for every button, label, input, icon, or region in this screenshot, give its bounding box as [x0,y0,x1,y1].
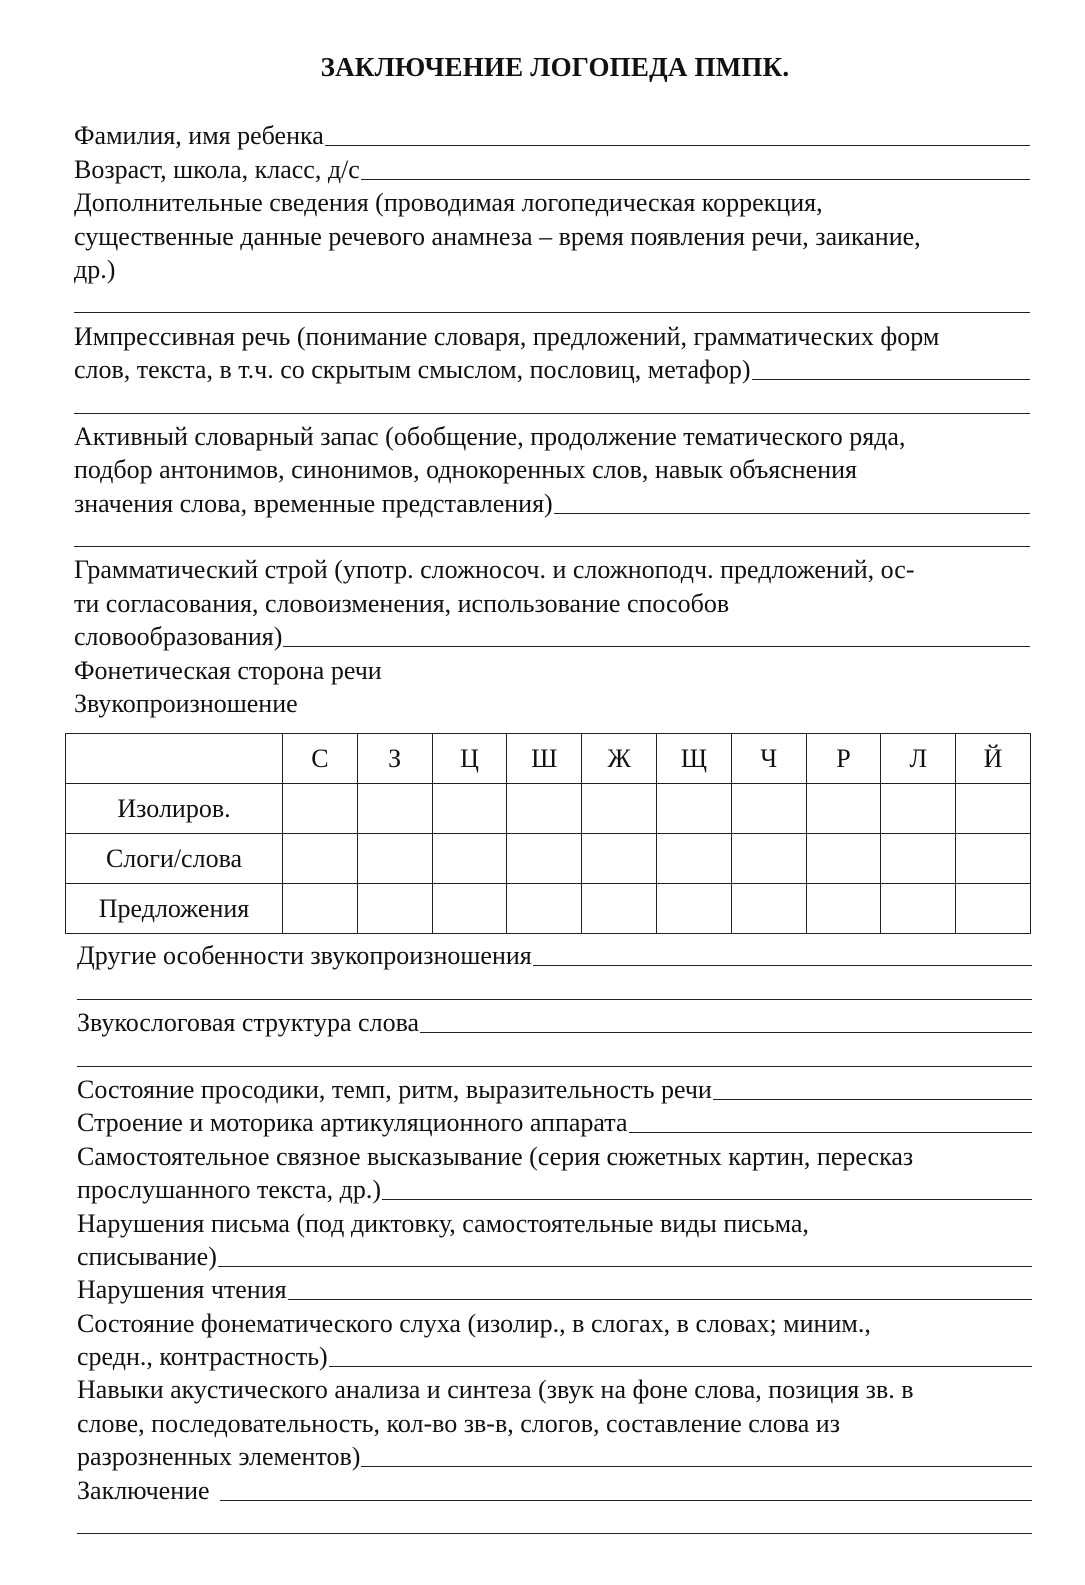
other-pronunciation-label: Другие особенности звукопроизношения [77,941,532,971]
vocab-label-3: значения слова, временные представления) [74,488,553,518]
table-row [66,784,1031,834]
grammar-field[interactable] [283,646,1030,647]
column-header: Й [956,734,1031,784]
prosody-label: Состояние просодики, темп, ритм, выразительность речи [77,1074,712,1104]
table-cell[interactable] [806,884,881,934]
table-cell[interactable] [881,784,956,834]
prosody-row [77,1072,1032,1105]
table-cell[interactable] [881,834,956,884]
table-cell[interactable] [956,884,1031,934]
table-cell[interactable] [357,834,432,884]
table-cell[interactable] [357,884,432,934]
page-title: ЗАКЛЮЧЕНИЕ ЛОГОПЕДА ПМПК. [320,52,790,82]
table-cell[interactable] [432,834,507,884]
vocab-label-1: Активный словарный запас (обобщение, продолжение тематического ряда, [74,421,906,451]
syllable-structure-field-2[interactable] [77,1038,1032,1071]
table-cell[interactable] [731,884,806,934]
other-pronunciation-field[interactable] [533,965,1032,966]
acoustic-label-2: слове, последовательность, кол-во зв-в, слогов, составление слова из [77,1408,840,1438]
other-pronunciation-field-2[interactable] [77,971,1032,1004]
column-header: С [283,734,358,784]
table-cell[interactable] [432,784,507,834]
table-cell[interactable] [806,834,881,884]
row-header: Слоги/слова [66,834,283,884]
table-cell[interactable] [582,784,657,834]
age-field[interactable] [361,179,1030,180]
phonetic-label: Фонетическая сторона речи [74,655,382,685]
acoustic-field[interactable] [361,1466,1032,1467]
phonemic-label-1: Состояние фонематического слуха (изолир., в слогах, в словах; миним., [77,1308,871,1338]
phonemic-row [77,1339,1032,1372]
vocab-row [74,485,1030,518]
grammar-label-2: ти согласования, словоизменения, использование способов [74,588,730,618]
coherent-label-1: Самостоятельное связное высказывание (серия сюжетных картин, пересказ [77,1141,914,1171]
grammar-label-1: Грамматический строй (употр. сложносоч. и сложноподч. предложений, ос- [74,555,915,585]
prosody-field[interactable] [713,1099,1032,1100]
table-cell[interactable] [656,884,731,934]
reading-label: Нарушения чтения [77,1275,287,1305]
table-cell[interactable] [656,784,731,834]
table-cell[interactable] [806,784,881,834]
name-row [74,118,1030,151]
vocab-label-2: подбор антонимов, синонимов, однокоренных слов, навык объяснения [74,455,858,485]
coherent-label-2: прослушанного текста, др.) [77,1175,382,1205]
table-cell[interactable] [881,884,956,934]
table-cell[interactable] [582,834,657,884]
impressive-field[interactable] [752,379,1031,380]
sound-table-header-row [66,734,1031,784]
vocab-field[interactable] [554,513,1030,514]
impressive-field-2[interactable] [74,385,1030,418]
other-pronunciation-row [77,938,1032,971]
column-header: З [357,734,432,784]
form-section-top [74,118,1030,719]
articulation-label: Строение и моторика артикуляционного аппарата [77,1108,628,1138]
table-cell[interactable] [357,784,432,834]
acoustic-label-3: разрозненных элементов) [77,1442,361,1472]
table-row [66,884,1031,934]
additional-label-1: Дополнительные сведения (проводимая логопедическая коррекция, [74,188,823,218]
grammar-row [74,619,1030,652]
conclusion-field-2[interactable] [77,1506,1032,1539]
phonemic-label-2: средн., контрастность) [77,1342,328,1372]
syllable-structure-row [77,1005,1032,1038]
table-cell[interactable] [507,834,582,884]
age-label: Возраст, школа, класс, д/с [74,154,360,184]
impressive-label-2: слов, текста, в т.ч. со скрытым смыслом, пословиц, метафор) [74,355,751,385]
column-header: Ц [432,734,507,784]
row-header: Предложения [66,884,283,934]
table-cell[interactable] [507,784,582,834]
table-cell[interactable] [731,784,806,834]
coherent-field[interactable] [382,1199,1032,1200]
impressive-label-1: Импрессивная речь (понимание словаря, предложений, грамматических форм [74,321,940,351]
writing-row [77,1239,1032,1272]
acoustic-label-1: Навыки акустического анализа и синтеза (звук на фоне слова, позиция зв. в [77,1375,914,1405]
age-row [74,151,1030,184]
table-row [66,834,1031,884]
form-section-bottom [77,938,1032,1539]
table-cell[interactable] [656,834,731,884]
phonemic-field[interactable] [329,1366,1032,1367]
grammar-label-3: словообразования) [74,622,283,652]
syllable-structure-field[interactable] [420,1032,1032,1033]
table-cell[interactable] [507,884,582,934]
table-corner-cell [66,734,283,784]
writing-field[interactable] [218,1266,1032,1267]
additional-label-3: др.) [74,254,116,284]
articulation-row [77,1105,1032,1138]
vocab-field-2[interactable] [74,519,1030,552]
table-cell[interactable] [956,834,1031,884]
writing-label-2: списывание) [77,1241,217,1271]
conclusion-label: Заключение [77,1475,210,1505]
acoustic-row [77,1439,1032,1472]
writing-label-1: Нарушения письма (под диктовку, самостоятельные виды письма, [77,1208,809,1238]
column-header: Ж [582,734,657,784]
reading-field[interactable] [288,1299,1032,1300]
table-cell[interactable] [582,884,657,934]
reading-row [77,1272,1032,1305]
column-header: Ч [731,734,806,784]
pronunciation-label: Звукопроизношение [74,689,298,719]
column-header: Л [881,734,956,784]
table-cell[interactable] [283,784,358,834]
conclusion-row [77,1472,1032,1505]
name-field[interactable] [325,145,1030,146]
additional-label-2: существенные данные речевого анамнеза – время появления речи, заикание, [74,221,921,251]
syllable-structure-label: Звукослоговая структура слова [77,1008,420,1038]
row-header: Изолиров. [66,784,283,834]
coherent-row [77,1172,1032,1205]
table-cell[interactable] [432,884,507,934]
table-cell[interactable] [956,784,1031,834]
articulation-field[interactable] [629,1132,1033,1133]
column-header: Р [806,734,881,784]
table-cell[interactable] [731,834,806,884]
sound-table [65,733,1031,934]
name-label: Фамилия, имя ребенка [74,121,324,151]
column-header: Щ [656,734,731,784]
table-cell[interactable] [283,884,358,934]
impressive-row [74,352,1030,385]
additional-field[interactable] [74,285,1030,318]
conclusion-field[interactable] [220,1500,1032,1501]
column-header: Ш [507,734,582,784]
table-cell[interactable] [283,834,358,884]
